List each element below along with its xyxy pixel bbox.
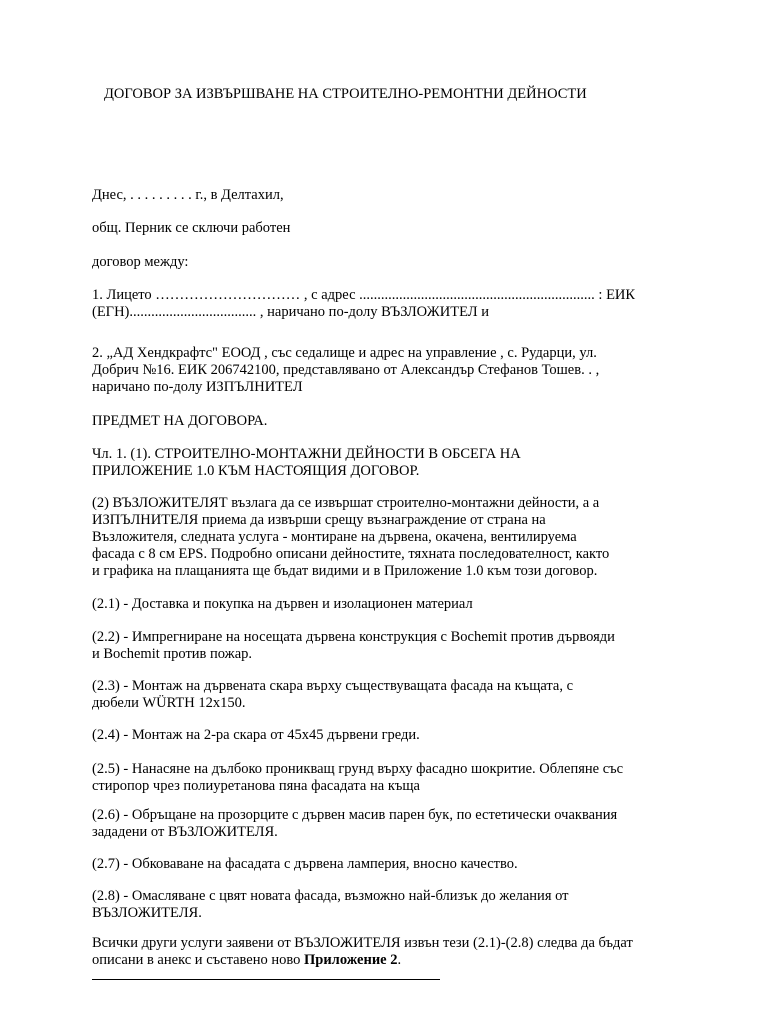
paragraph-2	[92, 495, 672, 580]
party-2-line-3: наричано по-долу ИЗПЪЛНИТЕЛ	[92, 379, 303, 395]
signature-rule	[92, 979, 440, 980]
item-2-3	[92, 678, 672, 712]
intro-municipality: общ. Перник се сключи работен	[92, 220, 291, 236]
item-2-8-line-2: ВЪЗЛОЖИТЕЛЯ.	[92, 905, 202, 921]
party-2	[92, 345, 672, 396]
party-2-line-2: Добрич №16. ЕИК 206742100, представлявано от Александър Стефанов Тошев. . ,	[92, 362, 600, 378]
item-2-3-line-2: дюбели WÜRTH 12x150.	[92, 695, 246, 711]
item-2-2	[92, 629, 672, 663]
item-2-8	[92, 888, 672, 922]
party-1	[92, 287, 672, 321]
intro-between: договор между:	[92, 254, 189, 270]
item-2-4: (2.4) - Монтаж на 2-ра скара от 45х45 дървени греди.	[92, 727, 420, 743]
party-2-line-1: 2. „АД Хендкрафтс" ЕООД , със седалище и адрес на управление , с. Рударци, ул.	[92, 345, 597, 361]
item-2-5-line-1: (2.5) - Нанасяне на дълбоко проникващ грунд върху фасадно шокритие. Облепяне със	[92, 761, 624, 777]
appendix-2-reference: Приложение 2	[303, 952, 398, 968]
item-2-6-line-1: (2.6) - Обръщане на прозорците с дървен масив парен бук, по естетически очаквания	[92, 807, 618, 823]
item-2-3-line-1: (2.3) - Монтаж на дървената скара върху съществуващата фасада на къщата, с	[92, 678, 574, 694]
item-2-6-line-2: зададени от ВЪЗЛОЖИТЕЛЯ.	[92, 824, 278, 840]
intro-date-place: Днес, . . . . . . . . . г., в Делтахил,	[92, 187, 284, 203]
item-2-7: (2.7) - Обковаване на фасадата с дървена ламперия, вносно качество.	[92, 856, 518, 872]
party-1-line-1: 1. Лицето ………………………… , с адрес ................................................................. : ЕИК	[92, 287, 636, 303]
paragraph-2-line-1: (2) ВЪЗЛОЖИТЕЛЯТ възлага да се извършат строително-монтажни дейности, а а	[92, 495, 600, 511]
article-1-line-2: ПРИЛОЖЕНИЕ 1.0 КЪМ НАСТОЯЩИЯ ДОГОВОР.	[92, 463, 420, 479]
article-1-heading	[92, 446, 672, 480]
item-2-5	[92, 761, 672, 795]
paragraph-2-line-3: Възложителя, следната услуга - монтиране на дървена, окачена, вентилируема	[92, 529, 577, 545]
document-title: ДОГОВОР ЗА ИЗВЪРШВАНЕ НА СТРОИТЕЛНО-РЕМОНТНИ ДЕЙНОСТИ	[104, 86, 587, 102]
paragraph-2-line-4: фасада с 8 см EPS. Подробно описани дейностите, тяхната последователност, както	[92, 546, 610, 562]
item-2-2-line-2: и Bochemit против пожар.	[92, 646, 253, 662]
paragraph-2-line-2: ИЗПЪЛНИТЕЛЯ приема да извърши срещу възнаграждение от страна на	[92, 512, 546, 528]
item-2-1: (2.1) - Доставка и покупка на дървен и изолационен материал	[92, 596, 473, 612]
item-2-2-line-1: (2.2) - Импрегниране на носещата дървена конструкция с Bochemit против дървояди	[92, 629, 615, 645]
final-clause-line-1: Всички други услуги заявени от ВЪЗЛОЖИТЕЛЯ извън тези (2.1)-(2.8) следва да бъдат	[92, 935, 633, 951]
final-clause-period: .	[397, 952, 402, 968]
subject-heading: ПРЕДМЕТ НА ДОГОВОРА.	[92, 413, 268, 429]
final-clause-text: описани в анекс и съставено ново	[92, 952, 304, 968]
paragraph-2-line-5: и графика на плащанията ще бъдат видими и в Приложение 1.0 към този договор.	[92, 563, 598, 579]
item-2-5-line-2: стиропор чрез полиуретанова пяна фасадата на къща	[92, 778, 420, 794]
final-clause	[92, 935, 672, 969]
party-1-line-2: (ЕГН)................................... , наричано по-долу ВЪЗЛОЖИТЕЛ и	[92, 304, 489, 320]
item-2-8-line-1: (2.8) - Омасляване с цвят новата фасада, възможно най-близък до желания от	[92, 888, 569, 904]
article-1-line-1: Чл. 1. (1). СТРОИТЕЛНО-МОНТАЖНИ ДЕЙНОСТИ В ОБСЕГА НА	[92, 446, 521, 462]
final-clause-line-2	[92, 952, 672, 969]
item-2-6	[92, 807, 672, 841]
